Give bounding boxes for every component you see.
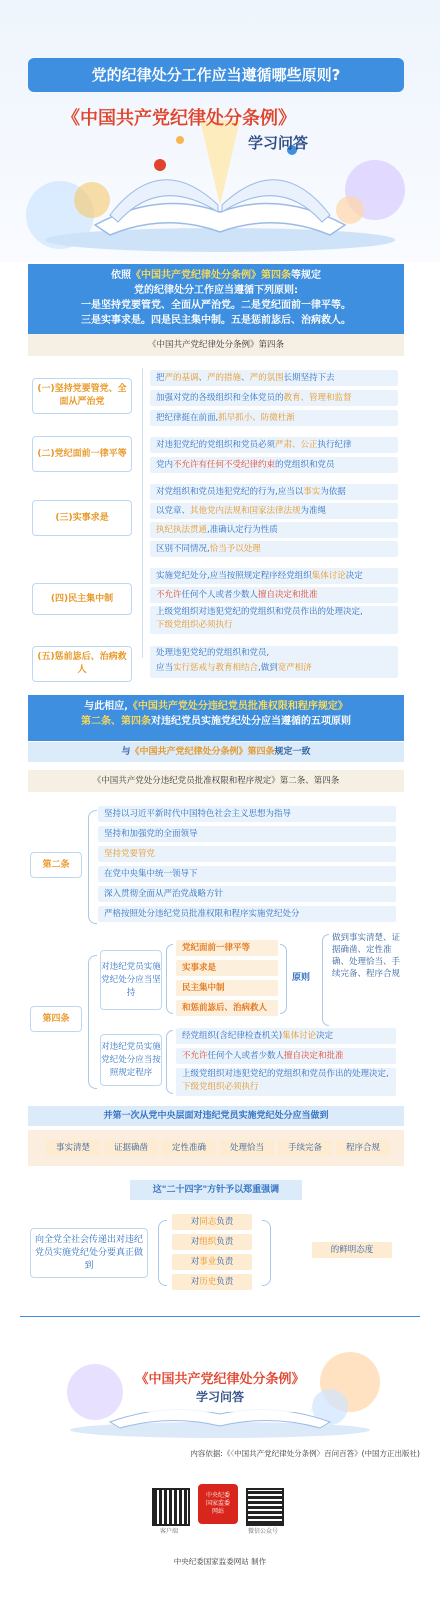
consistency-highlight: 《中国共产党纪律处分条例》第四条 xyxy=(130,747,275,757)
banner-text: 与此相应, xyxy=(84,701,128,712)
logo-text: 中央纪委 国家监委 网站 xyxy=(205,1492,230,1515)
intro-line: 党的纪律处分工作应当遵循下列原则: xyxy=(134,285,298,296)
principle-item: 对党组织和党员违犯党纪的行为,应当以事实为依据 xyxy=(150,484,398,500)
bracket xyxy=(322,934,329,1026)
bracket xyxy=(166,944,173,1014)
first-time-note xyxy=(28,1106,404,1126)
logo-icon xyxy=(198,1484,238,1524)
principle-label-3: (三)实事求是 xyxy=(32,500,132,536)
principle-item: 上级党组织对违犯党纪的党组织和党员作出的处理决定, 下级党组织必须执行 xyxy=(150,606,398,634)
responsibility-item: 对组织负责 xyxy=(172,1234,252,1250)
responsibility-item: 对同志负责 xyxy=(172,1214,252,1230)
consistency-note xyxy=(28,742,404,762)
article-4-principle: 党纪面前一律平等 xyxy=(176,940,278,956)
society-result: 的鲜明态度 xyxy=(312,1242,392,1258)
principle-item: 把纪律挺在前面,抓早抓小、防微杜渐 xyxy=(150,410,398,426)
article-2-item: 在党中央集中统一领导下 xyxy=(98,866,396,882)
requirement-chip: 程序合规 xyxy=(336,1140,390,1156)
footer-book-subtitle: 学习问答 xyxy=(195,1390,244,1404)
principle-item: 区别不同情况,恰当予以处理 xyxy=(150,541,398,557)
principle-label-5: (五)惩前毖后、治病救人 xyxy=(32,646,132,682)
article-2-item xyxy=(98,846,396,862)
principle-word: 原则 xyxy=(292,973,311,983)
article-2-item: 坚持以习近平新时代中国特色社会主义思想为指导 xyxy=(98,806,396,822)
bracket xyxy=(88,955,97,1089)
open-book-illustration xyxy=(0,0,440,262)
producer-credit: 中央纪委国家监委网站 制作 xyxy=(173,1557,267,1566)
source-note: 《中国共产党处分违纪党员批准权限和程序规定》第二条、第四条 xyxy=(28,770,404,792)
requirement-chip: 证据确凿 xyxy=(104,1140,158,1156)
principle-label-1: (一)坚持党要管党、全面从严治党 xyxy=(32,378,132,414)
page-title: 党的纪律处分工作应当遵循哪些原则? xyxy=(28,58,404,92)
divider xyxy=(20,1316,420,1317)
bracket xyxy=(166,1030,173,1094)
article-4-principle: 民主集中制 xyxy=(176,980,278,996)
rule-banner xyxy=(28,695,404,741)
principle-item: 执纪执法贯通,准确认定行为性质 xyxy=(150,522,398,538)
first-time-text: 并第一次从党中央层面对违纪党员实施党纪处分应当做到 xyxy=(103,1111,329,1121)
article-2-label: 第二条 xyxy=(30,852,82,878)
qr-label: 微信公众号 xyxy=(247,1528,278,1535)
footer-book-title: 《中国共产党纪律处分条例》 xyxy=(135,1372,305,1387)
intro-line: 一是坚持党要管党、全面从严治党。二是党纪面前一律平等。 xyxy=(81,300,351,311)
article-4-principle: 实事求是 xyxy=(176,960,278,976)
article-2-item-text: 坚持党要管党 xyxy=(104,849,156,859)
principle-item: 对违犯党纪的党组织和党员必须严肃、公正执行纪律 xyxy=(150,437,398,453)
principle-item: 加强对党的各级组织和全体党员的教育、管理和监督 xyxy=(150,390,398,406)
bracket xyxy=(262,1220,271,1286)
society-label: 向全党全社会传递出对违纪党员实施党纪处分要真正做到 xyxy=(30,1228,148,1278)
consistency-text: 与 xyxy=(121,747,131,757)
principle-detail: 做到事实清楚、证据确凿、定性准确、处理恰当、手续完备、程序合规 xyxy=(332,933,401,979)
responsibility-item: 对历史负责 xyxy=(172,1274,252,1290)
article-4-procedure: 上级党组织对违犯党纪的党组织和党员作出的处理决定, 下级党组织必须执行 xyxy=(176,1068,396,1096)
principle-item: 以党章、其他党内法规和国家法律法规为准绳 xyxy=(150,503,398,519)
article-4-procedure: 经党组织(含纪律检查机关)集体讨论决定 xyxy=(176,1028,396,1044)
requirement-chip: 手续完备 xyxy=(278,1140,332,1156)
principle-item: 实施党纪处分,应当按照规定程序经党组织集体讨论决定 xyxy=(150,568,398,584)
principle-item: 处理违犯党纪的党组织和党员, 应当实行惩戒与教育相结合,做到宽严相济 xyxy=(150,646,398,678)
bracket xyxy=(88,810,97,924)
bracket xyxy=(158,1220,167,1286)
intro-text: 等规定 xyxy=(291,270,321,281)
requirement-chip: 事实清楚 xyxy=(46,1140,100,1156)
source-note: 《中国共产党纪律处分条例》第四条 xyxy=(28,334,404,356)
requirement-chip: 定性准确 xyxy=(162,1140,216,1156)
content-source: 内容依据:《〈中国共产党纪律处分条例〉百问百答》(中国方正出版社) xyxy=(190,1449,420,1458)
principle-item: 把严的基调、严的措施、严的氛围长期坚持下去 xyxy=(150,370,398,386)
qr-label: 客户端 xyxy=(159,1528,178,1535)
book-subtitle: 学习问答 xyxy=(248,134,309,152)
article-2-item: 严格按照处分违纪党员批准权限和程序实施党纪处分 xyxy=(98,906,396,922)
book-title: 《中国共产党纪律处分条例》 xyxy=(62,108,296,129)
intro-highlight: 《中国共产党纪律处分条例》第四条 xyxy=(131,270,291,281)
consistency-text: 规定一致 xyxy=(274,747,311,757)
divider xyxy=(142,368,143,658)
requirement-chip: 处理恰当 xyxy=(220,1140,274,1156)
article-2-item: 深入贯彻全面从严治党战略方针 xyxy=(98,886,396,902)
article-4-principle: 和惩前毖后、治病救人 xyxy=(176,1000,278,1016)
emphasis-note: 这"二十四字"方针予以郑重强调 xyxy=(130,1180,302,1200)
article-4-procedure: 不允许任何个人或者少数人擅自决定和批准 xyxy=(176,1048,396,1064)
article-4-group-2-label: 对违纪党员实施党纪处分应当按照规定程序 xyxy=(100,1034,162,1086)
banner-highlight: 第二条、第四条 xyxy=(81,716,151,727)
responsibility-item: 对事业负责 xyxy=(172,1254,252,1270)
banner-text: 对违纪党员实施党纪处分应当遵循的五项原则 xyxy=(151,716,351,727)
article-4-group-1-label: 对违纪党员实施党纪处分应当坚持 xyxy=(100,950,162,1010)
bracket xyxy=(280,944,287,1014)
qr-code-client xyxy=(152,1488,190,1526)
header-illustration xyxy=(0,0,440,262)
principle-item: 不允许任何个人或者少数人擅自决定和批准 xyxy=(150,587,398,603)
intro-banner xyxy=(28,264,404,334)
principle-label-2: (二)党纪面前一律平等 xyxy=(32,436,132,472)
principle-label-4: (四)民主集中制 xyxy=(32,583,132,615)
article-4-label: 第四条 xyxy=(30,1006,82,1032)
principle-item: 党内不允许有任何不受纪律约束的党组织和党员 xyxy=(150,457,398,473)
intro-line: 三是实事求是。四是民主集中制。五是惩前毖后、治病救人。 xyxy=(81,315,351,326)
banner-highlight: 《中国共产党处分违纪党员批准权限和程序规定》 xyxy=(127,701,348,712)
qr-code-wechat xyxy=(246,1488,284,1526)
intro-text: 依照 xyxy=(111,270,131,281)
article-2-item: 坚持和加强党的全面领导 xyxy=(98,826,396,842)
